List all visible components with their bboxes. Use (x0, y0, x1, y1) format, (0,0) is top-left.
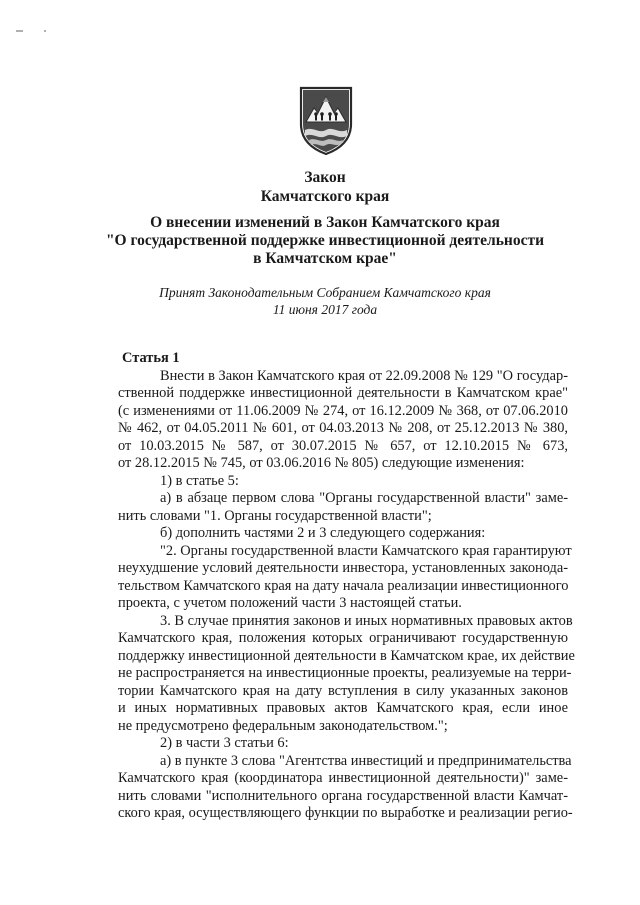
text-line: проекта, с учетом положений части 3 настоящей статьи. (118, 595, 462, 611)
text-line: тельством Камчатского края на дату начала реализации инвестиционного (118, 577, 569, 594)
text-line: Камчатского края (координатора инвестиционной деятельности)" заме- (118, 770, 568, 786)
adoption-body: Принят Законодательным Собранием Камчатского края (159, 285, 491, 300)
text-line: "2. Органы государственной власти Камчатского края гарантируют (160, 542, 572, 559)
text-line: от 28.12.2015 № 745, от 03.06.2016 № 805) следующие изменения: (118, 455, 525, 471)
text-line: не распространяется на инвестиционные проекты, реализуемые на терри- (118, 665, 572, 681)
text-line: 1) в статье 5: (160, 472, 239, 489)
text-line: 3. В случае принятия законов и иных нормативных правовых актов (160, 612, 573, 629)
document-title (60, 168, 590, 206)
text-line: нить словами "1. Органы государственной власти"; (118, 507, 432, 524)
subtitle-line-3: в Камчатском крае" (253, 250, 397, 267)
title-line-region: Камчатского края (260, 188, 390, 205)
text-line: ского края, осуществляющего функции по выработке и реализации регио- (118, 805, 573, 821)
subtitle-line-1: О внесении изменений в Закон Камчатского края (150, 214, 500, 231)
text-line: и иных нормативных правовых актов Камчатского края, если иное (118, 700, 568, 716)
article-heading: Статья 1 (122, 350, 180, 366)
adoption-date: 11 июня 2017 года (272, 302, 378, 317)
document-subtitle (60, 214, 590, 268)
text-line: Камчатского края, положения которых ограничивают государственную (118, 630, 568, 646)
article-text (118, 367, 575, 823)
text-line: б) дополнить частями 2 и 3 следующего содержания: (160, 525, 486, 541)
text-line: а) в абзаце первом слова "Органы государственной власти" заме- (160, 490, 568, 506)
scan-speck (16, 30, 23, 32)
text-line: не предусмотрено федеральным законодательством."; (118, 717, 448, 734)
text-line: от 10.03.2015 № 587, от 30.07.2015 № 657, от 12.10.2015 № 673, (118, 437, 568, 454)
scan-speck (44, 30, 46, 32)
subtitle-line-2: "О государственной поддержке инвестиционной деятельности (105, 232, 545, 249)
article-body (118, 350, 575, 823)
text-line: 2) в части 3 статьи 6: (160, 735, 289, 751)
text-line: Внести в Закон Камчатского края от 22.09.2008 № 129 "О государ- (160, 367, 568, 384)
text-line: поддержку инвестиционной деятельности в Камчатском крае, их действие (118, 647, 575, 664)
kamchatka-coat-of-arms-icon (297, 84, 355, 156)
text-line: нить словами "исполнительного органа государственной власти Камчат- (118, 787, 568, 804)
title-line-law: Закон (304, 169, 346, 186)
text-line: неухудшение условий деятельности инвестора, установленных законода- (118, 560, 568, 576)
text-line: ственной поддержке инвестиционной деятельности в Камчатском крае" (118, 385, 568, 401)
text-line: а) в пункте 3 слова "Агентства инвестиций и предпринимательства (160, 752, 572, 769)
text-line: № 462, от 04.05.2011 № 601, от 04.03.2013 № 208, от 25.12.2013 № 380, (118, 420, 568, 436)
adoption-note (60, 284, 590, 318)
text-line: (с изменениями от 11.06.2009 № 274, от 16.12.2009 № 368, от 07.06.2010 (118, 402, 568, 419)
text-line: тории Камчатского края на дату вступления в силу указанных законов (118, 682, 568, 699)
